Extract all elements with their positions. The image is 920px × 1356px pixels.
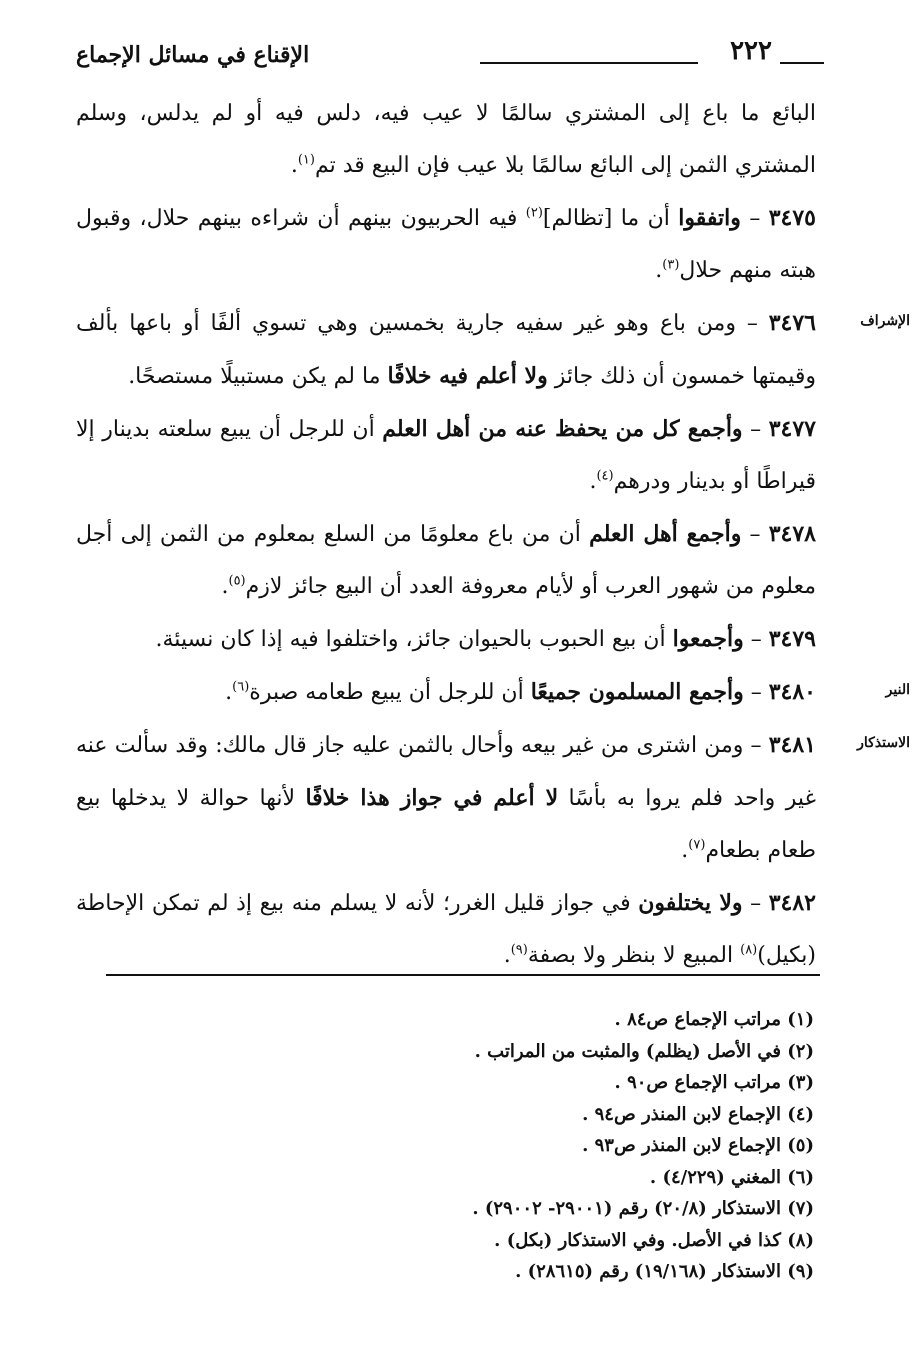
paragraph-cont	[76, 88, 816, 192]
footnote-6: (٦) المغني (٤/٢٢٩) .	[649, 1166, 814, 1188]
footnote-1: (١) مراتب الإجماع ص٨٤ .	[614, 1009, 814, 1030]
body-text-run: أن من باع معلومًا من السلع بمعلوم من الثمن إلى أجل معلوم من شهور العرب أو لأيام معروفة العدد أن البيع جائز لازم	[76, 522, 816, 599]
body-text-run: أن للرجل أن يبيع طعامه صبرة	[249, 680, 531, 705]
emphasis-text: وأجمع المسلمون جميعًا	[530, 679, 744, 705]
header-rule-right	[780, 62, 824, 64]
body-text-run: –	[740, 206, 769, 231]
footnote-8: (٨) كذا في الأصل. وفي الاستذكار (بكل) .	[494, 1229, 814, 1251]
body-text-run: –	[742, 417, 769, 442]
page-number: ٢٢٢	[730, 36, 772, 66]
emphasis-text: وأجمعوا	[672, 626, 744, 652]
body-text-run: – ومن اشترى من غير بيعه وأحال بالثمن عليه جاز قال مالك: وقد سألت عنه غير واحد فلم يروا به بأسًا	[76, 733, 816, 811]
footnote-separator	[106, 974, 820, 976]
entry-number: ٣٤٨٢	[768, 890, 816, 916]
footnote-7: (٧) الاستذكار (٢٠/٨) رقم (٢٩٠٠١- ٢٩٠٠٢) .	[472, 1198, 814, 1219]
body-text-run: أن ما [تظالم]	[542, 206, 679, 231]
paragraph-p3482	[76, 877, 816, 982]
body-text-run: .	[589, 469, 597, 494]
footnote-ref: (٥)	[228, 573, 246, 589]
body-text-run: – ومن باع وهو غير سفيه جارية بخمسين وهي تسوي ألفًا أو باعها بألف وقيمتها خمسون أن ذلك جائز	[76, 311, 816, 389]
paragraph-p3480	[76, 666, 816, 719]
body-text-run: ما لم يكن مستبيلًا مستصحًا.	[128, 364, 388, 389]
entry-number: ٣٤٧٥	[768, 205, 816, 231]
entry-number: ٣٤٧٨	[768, 521, 816, 547]
footnote-ref: (١)	[297, 152, 315, 168]
emphasis-text: وأجمع أهل العلم	[589, 521, 742, 547]
body-text-run: –	[743, 627, 769, 652]
margin-source-label: الإشراف	[860, 313, 910, 329]
body-text-run: في جواز قليل الغرر؛ لأنه لا يسلم منه بيع إذ لم تمكن الإحاطة (بكيل)	[76, 891, 816, 968]
body-text-run: .	[681, 838, 689, 863]
footnote-ref: (٩)	[510, 942, 528, 958]
footnote-ref: (٣)	[662, 257, 680, 273]
footnote-3: (٣) مراتب الإجماع ص٩٠ .	[614, 1072, 814, 1093]
footnote-5: (٥) الإجماع لابن المنذر ص٩٣ .	[582, 1135, 814, 1156]
body-text-run: .	[290, 153, 298, 178]
paragraph-p3477	[76, 403, 816, 508]
emphasis-text: لا أعلم في جواز هذا خلافًا	[305, 785, 559, 811]
paragraph-p3476	[76, 297, 816, 403]
footnote-ref: (٦)	[232, 679, 250, 695]
header-rule-middle	[480, 62, 698, 64]
body-text-run: لأنها حوالة لا يدخلها بيع طعام بطعام	[76, 786, 816, 863]
body-text-run: –	[743, 680, 769, 705]
footnotes	[94, 1004, 814, 1288]
emphasis-text: ولا أعلم فيه خلافًا	[387, 363, 548, 389]
body-text-run: .	[225, 680, 233, 705]
body-text-run: .	[221, 574, 229, 599]
emphasis-text: واتفقوا	[678, 205, 741, 231]
footnote-4: (٤) الإجماع لابن المنذر ص٩٤ .	[582, 1103, 814, 1125]
body-text-run: .	[503, 943, 511, 968]
main-text	[76, 88, 816, 982]
entry-number: ٣٤٨١	[768, 732, 816, 758]
emphasis-text: ولا يختلفون	[638, 890, 743, 916]
emphasis-text: وأجمع كل من يحفظ عنه من أهل العلم	[382, 416, 743, 442]
running-title: الإقناع في مسائل الإجماع	[76, 42, 310, 68]
body-text-run: أن بيع الحبوب بالحيوان جائز، واختلفوا فيه إذا كان نسيئة.	[155, 627, 673, 652]
body-text-run: المبيع لا بنظر ولا بصفة	[527, 943, 741, 968]
footnote-ref: (٨)	[740, 942, 758, 958]
footnote-9: (٩) الاستذكار (١٩/١٦٨) رقم (٢٨٦١٥) .	[515, 1261, 814, 1282]
margin-source-label: النير	[885, 682, 910, 698]
page-header	[76, 28, 824, 76]
footnote-2: (٢) في الأصل (يظلم) والمثبت من المراتب .	[474, 1040, 814, 1062]
body-text-run: أن للرجل أن يبيع سلعته بدينار إلا قيراطًا أو بدينار ودرهم	[76, 417, 816, 494]
footnote-ref: (٢)	[525, 205, 543, 221]
entry-number: ٣٤٧٦	[768, 310, 816, 336]
entry-number: ٣٤٧٩	[768, 626, 816, 652]
paragraph-p3475	[76, 192, 816, 297]
entry-number: ٣٤٧٧	[768, 416, 816, 442]
footnote-ref: (٤)	[596, 468, 614, 484]
paragraph-p3481	[76, 719, 816, 877]
margin-source-label: الاستذكار	[857, 735, 910, 751]
entry-number: ٣٤٨٠	[768, 679, 816, 705]
body-text-run: .	[655, 258, 663, 283]
body-text-run: –	[742, 891, 769, 916]
paragraph-p3479	[76, 613, 816, 666]
body-text-run: فيه الحربيون بينهم أن شراءه بينهم حلال، وقبول هبته منهم حلال	[76, 206, 816, 283]
footnote-ref: (٧)	[688, 837, 706, 853]
body-text-run: –	[741, 522, 769, 547]
paragraph-p3478	[76, 508, 816, 613]
body-text-run: البائع ما باع إلى المشتري سالمًا لا عيب فيه، دلس فيه أو لم يدلس، وسلم المشتري الثمن إلى البائع سالمًا بلا عيب فإن البيع قد تم	[76, 101, 816, 178]
